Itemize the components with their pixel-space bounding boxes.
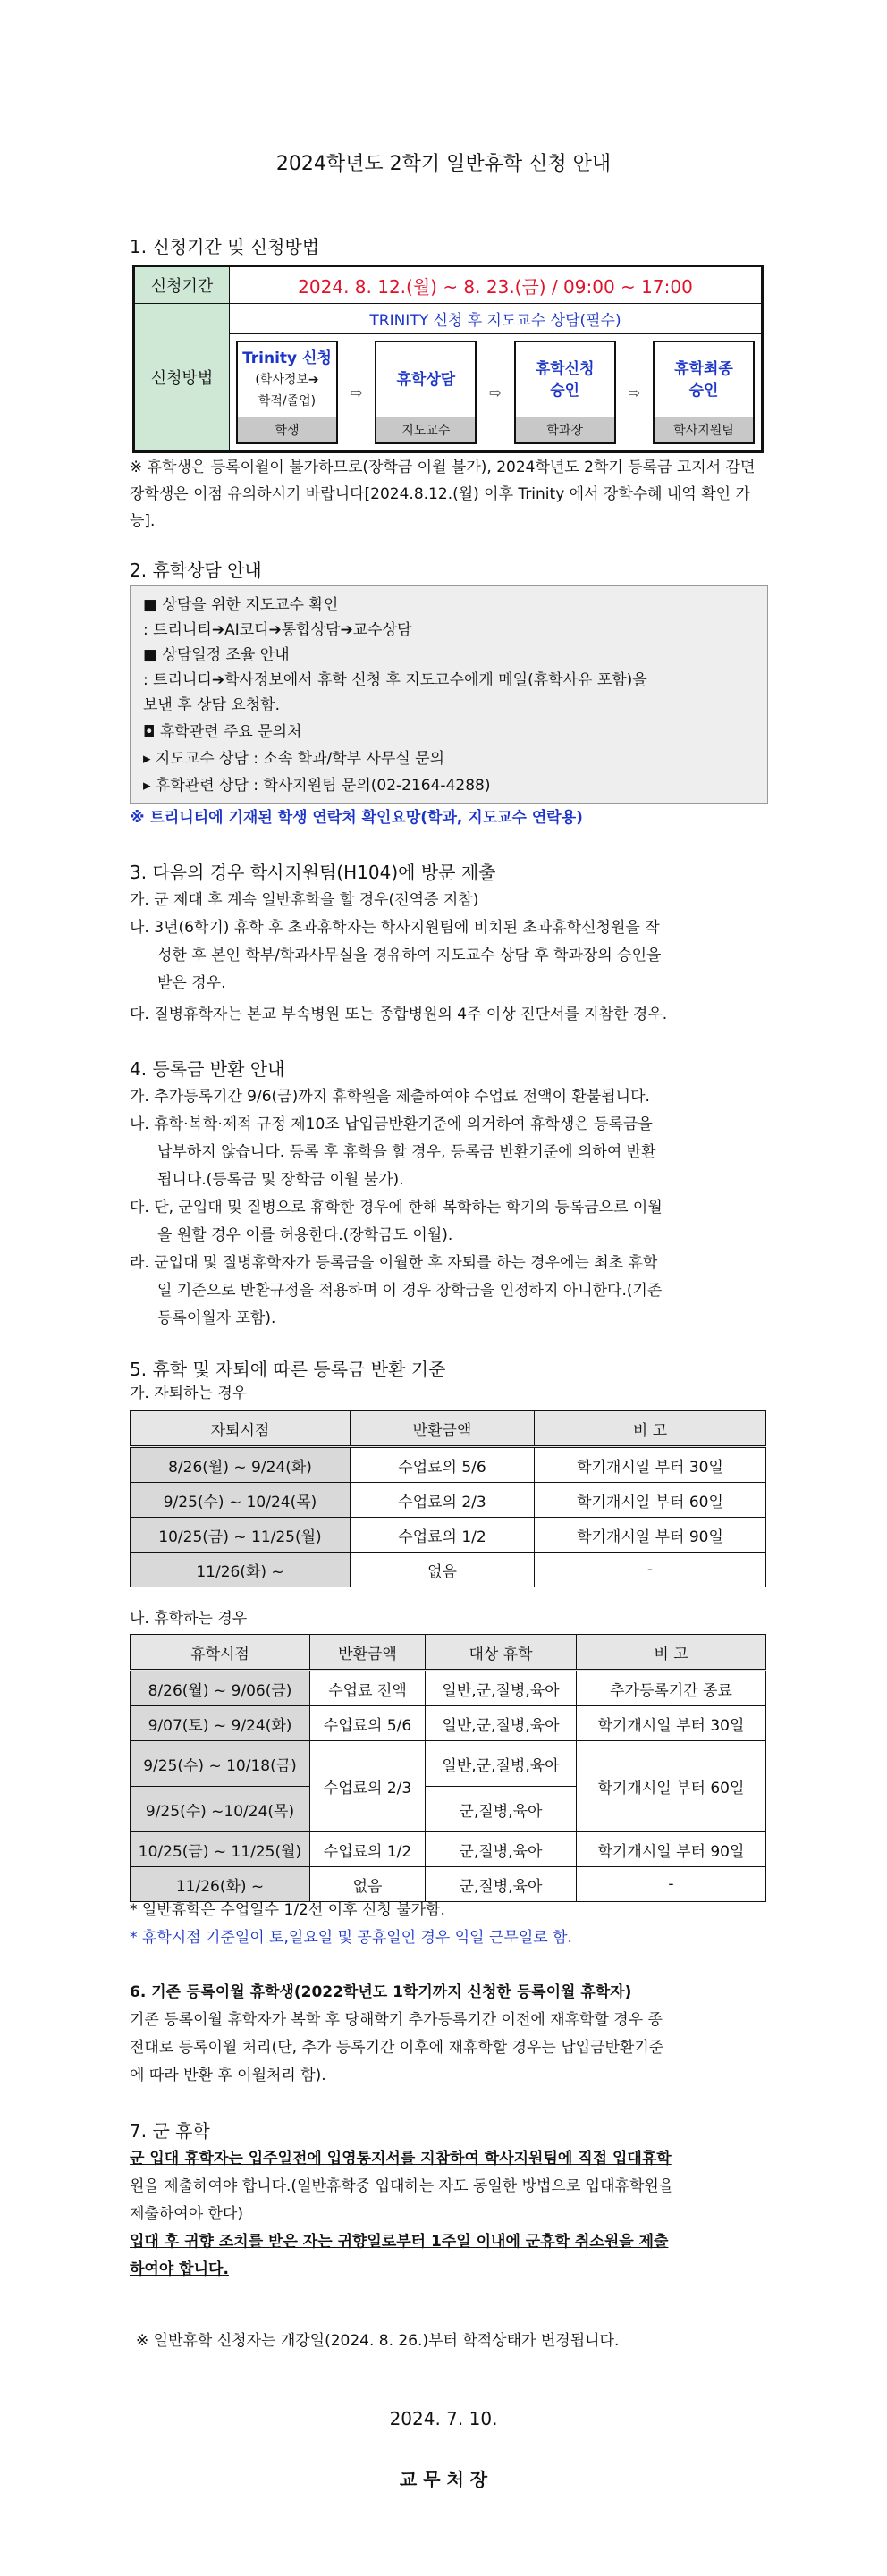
cell: 9/07(토) ~ 9/24(화) xyxy=(131,1706,310,1741)
consult-item: ◘ 휴학관련 주요 문의처 xyxy=(143,723,302,741)
cell: 10/25(금) ~ 11/25(월) xyxy=(131,1518,351,1553)
cell: 학기개시일 부터 60일 xyxy=(535,1483,766,1518)
section-1-note: ※ 휴학생은 등록이월이 불가하므로(장학금 이월 불가), 2024학년도 2학기 등록금 고지서 감면 장학생은 이점 유의하시기 바랍니다[2024.8.12.(월) 이후 Trinity 에서 장학수혜 내역 확인 가능]. xyxy=(130,459,756,530)
arrow-right-icon: ⇨ xyxy=(628,383,641,401)
s7-line: 제출하여야 한다) xyxy=(130,2205,243,2223)
s6-line: 기존 등록이월 휴학자가 복학 후 당해학기 추가등록기간 이전에 재휴학할 경우 종 xyxy=(130,2011,663,2029)
s6-line: 에 따라 반환 후 이월처리 함). xyxy=(130,2067,326,2084)
cell: 일반,군,질병,육아 xyxy=(426,1671,577,1706)
step-consult xyxy=(375,341,477,444)
period-label: 신청기간 xyxy=(134,266,230,304)
step-final xyxy=(653,341,755,444)
step-trinity xyxy=(236,341,338,444)
section-2-note: ※ 트리니티에 기재된 학생 연락처 확인요망(학과, 지도교수 연락용) xyxy=(130,809,583,827)
col-header: 반환금액 xyxy=(310,1635,426,1671)
arrow-right-icon: ⇨ xyxy=(489,383,502,401)
step-role: 학과장 xyxy=(516,417,614,442)
s5-sub-a: 가. 자퇴하는 경우 xyxy=(130,1385,248,1402)
col-header: 휴학시점 xyxy=(131,1635,310,1671)
consult-item: ▸ 지도교수 상담 : 소속 학과/학부 사무실 문의 xyxy=(143,750,444,768)
s5-note-1: * 일반휴학은 수업일수 1/2선 이후 신청 불가함. xyxy=(130,1901,445,1919)
cell: 없음 xyxy=(351,1553,535,1587)
s4-item-d: 라. 군입대 및 질병휴학자가 등록금을 이월한 후 자퇴를 하는 경우에는 최초 휴학 xyxy=(130,1254,658,1272)
application-table xyxy=(132,265,764,453)
s3-item-c: 다. 질병휴학자는 본교 부속병원 또는 종합병원의 4주 이상 진단서를 지참한 경우. xyxy=(130,1006,668,1023)
table-row xyxy=(131,1447,766,1483)
section-4-heading: 4. 등록금 반환 안내 xyxy=(130,1058,285,1080)
s4-item-b-cont: 됩니다.(등록금 및 장학금 이월 불가). xyxy=(157,1171,404,1189)
col-header: 비 고 xyxy=(535,1411,766,1447)
method-label: 신청방법 xyxy=(134,304,230,452)
step-sub: 학적/졸업) xyxy=(258,393,317,408)
section-5-heading: 5. 휴학 및 자퇴에 따른 등록금 반환 기준 xyxy=(130,1359,446,1380)
step-sub: 승인 xyxy=(550,381,580,400)
table-row xyxy=(131,1518,766,1553)
leave-refund-table xyxy=(130,1634,766,1902)
period-value: 2024. 8. 12.(월) ~ 8. 23.(금) / 09:00 ~ 17:00 xyxy=(230,266,763,304)
arrow-right-icon: ⇨ xyxy=(350,383,363,401)
cell: 학기개시일 부터 30일 xyxy=(535,1447,766,1483)
cell: 일반,군,질병,육아 xyxy=(426,1741,577,1787)
s7-line: 군 입대 휴학자는 입주일전에 입영통지서를 지참하여 학사지원팀에 직접 입대휴학 xyxy=(130,2150,672,2168)
table-row xyxy=(131,1706,766,1741)
cell: 10/25(금) ~ 11/25(월) xyxy=(131,1832,310,1867)
step-title: Trinity 신청 xyxy=(242,349,332,367)
cell: 추가등록기간 종료 xyxy=(577,1671,766,1706)
consult-item: : 트리니티➔AI코디➔통합상담➔교수상담 xyxy=(143,621,412,639)
withdrawal-refund-table xyxy=(130,1410,766,1587)
table-row xyxy=(131,1832,766,1867)
section-7-heading: 7. 군 휴학 xyxy=(130,2120,210,2142)
cell: 군,질병,육아 xyxy=(426,1787,577,1832)
s4-item-c-cont: 을 원할 경우 이를 허용한다.(장학금도 이월). xyxy=(157,1226,453,1244)
step-role: 학생 xyxy=(238,417,336,442)
section-6-heading: 6. 기존 등록이월 휴학생(2022학년도 1학기까지 신청한 등록이월 휴학자) xyxy=(130,1983,632,2001)
col-header: 비 고 xyxy=(577,1635,766,1671)
col-header: 반환금액 xyxy=(351,1411,535,1447)
cell: 9/25(수) ~10/24(목) xyxy=(131,1787,310,1832)
cell: 수업료의 2/3 xyxy=(351,1483,535,1518)
cell: 수업료의 1/2 xyxy=(351,1518,535,1553)
cell: 수업료 전액 xyxy=(310,1671,426,1706)
table-row xyxy=(131,1741,766,1787)
issuer: 교 무 처 장 xyxy=(399,2469,488,2490)
cell: 수업료의 1/2 xyxy=(310,1832,426,1867)
cell: 11/26(화) ~ xyxy=(131,1867,310,1902)
col-header: 자퇴시점 xyxy=(131,1411,351,1447)
s5-note-2: * 휴학시점 기준일이 토,일요일 및 공휴일인 경우 익일 근무일로 함. xyxy=(130,1929,572,1947)
step-sub: (학사정보➔ xyxy=(255,372,319,387)
section-1-heading: 1. 신청기간 및 신청방법 xyxy=(130,236,320,257)
consult-box xyxy=(130,585,768,804)
s4-item-b: 나. 휴학·복학·제적 규정 제10조 납입금반환기준에 의거하여 휴학생은 등록금을 xyxy=(130,1115,653,1133)
section-3-heading: 3. 다음의 경우 학사지원팀(H104)에 방문 제출 xyxy=(130,862,496,883)
step-title: 휴학상담 xyxy=(396,370,456,389)
cell: 수업료의 2/3 xyxy=(310,1741,426,1832)
consult-item: ■ 상담을 위한 지도교수 확인 xyxy=(143,596,339,614)
cell: 수업료의 5/6 xyxy=(310,1706,426,1741)
s7-line: 입대 후 귀향 조치를 받은 자는 귀향일로부터 1주일 이내에 군휴학 취소원을 제출 xyxy=(130,2233,669,2251)
step-sub: 승인 xyxy=(688,381,719,400)
s6-line: 전대로 등록이월 처리(단, 추가 등록기간 이후에 재휴학할 경우는 납입금반환기준 xyxy=(130,2039,664,2057)
s4-item-b-cont: 납부하지 않습니다. 등록 후 휴학을 할 경우, 등록금 반환기준에 의하여 반환 xyxy=(157,1143,656,1161)
step-title: 휴학최종 xyxy=(674,359,733,378)
s3-item-a: 가. 군 제대 후 계속 일반휴학을 할 경우(전역증 지참) xyxy=(130,891,479,909)
step-approve xyxy=(514,341,616,444)
s7-line: 원을 제출하여야 합니다.(일반휴학중 입대하는 자도 동일한 방법으로 입대휴학원을 xyxy=(130,2177,674,2195)
consult-item: 보낸 후 상담 요청함. xyxy=(143,696,280,714)
consult-item: ▸ 휴학관련 상담 : 학사지원팀 문의(02-2164-4288) xyxy=(143,777,491,795)
s3-item-b: 나. 3년(6학기) 휴학 후 초과휴학자는 학사지원팀에 비치된 초과휴학신청원을 작 xyxy=(130,919,660,937)
cell: 학기개시일 부터 30일 xyxy=(577,1706,766,1741)
table-row xyxy=(131,1671,766,1706)
cell: 학기개시일 부터 90일 xyxy=(577,1832,766,1867)
method-header: TRINITY 신청 후 지도교수 상담(필수) xyxy=(230,304,763,334)
step-role: 지도교수 xyxy=(376,417,475,442)
page-title: 2024학년도 2학기 일반휴학 신청 안내 xyxy=(275,153,612,175)
consult-item: : 트리니티➔학사정보에서 휴학 신청 후 지도교수에게 메일(휴학사유 포함)을 xyxy=(143,671,647,689)
s4-item-d-cont: 일 기준으로 반환규정을 적용하며 이 경우 장학금을 인정하지 아니한다.(기존 xyxy=(157,1282,663,1300)
cell: - xyxy=(535,1553,766,1587)
cell: 군,질병,육아 xyxy=(426,1867,577,1902)
cell: 수업료의 5/6 xyxy=(351,1447,535,1483)
col-header: 대상 휴학 xyxy=(426,1635,577,1671)
cell: 학기개시일 부터 90일 xyxy=(535,1518,766,1553)
cell: - xyxy=(577,1867,766,1902)
footnote: ※ 일반휴학 신청자는 개강일(2024. 8. 26.)부터 학적상태가 변경됩니다. xyxy=(136,2332,620,2350)
cell: 8/26(월) ~ 9/06(금) xyxy=(131,1671,310,1706)
cell: 없음 xyxy=(310,1867,426,1902)
cell: 일반,군,질병,육아 xyxy=(426,1706,577,1741)
section-2-heading: 2. 휴학상담 안내 xyxy=(130,560,262,581)
table-row xyxy=(131,1483,766,1518)
s3-item-b-cont: 성한 후 본인 학부/학과사무실을 경유하여 지도교수 상담 후 학과장의 승인을 xyxy=(157,947,662,964)
cell: 군,질병,육아 xyxy=(426,1832,577,1867)
s4-item-d-cont: 등록이월자 포함). xyxy=(157,1309,276,1327)
s3-item-b-cont: 받은 경우. xyxy=(157,974,226,992)
table-row xyxy=(131,1553,766,1587)
cell: 11/26(화) ~ xyxy=(131,1553,351,1587)
s5-sub-b: 나. 휴학하는 경우 xyxy=(130,1610,248,1628)
cell: 학기개시일 부터 60일 xyxy=(577,1741,766,1832)
issue-date: 2024. 7. 10. xyxy=(389,2408,498,2429)
process-flow xyxy=(230,334,761,450)
consult-item: ■ 상담일정 조율 안내 xyxy=(143,646,290,664)
cell: 8/26(월) ~ 9/24(화) xyxy=(131,1447,351,1483)
step-role: 학사지원팀 xyxy=(655,417,753,442)
s7-line: 하여야 합니다. xyxy=(130,2260,229,2278)
s4-item-a: 가. 추가등록기간 9/6(금)까지 휴학원을 제출하여야 수업료 전액이 환불됩니다. xyxy=(130,1088,650,1106)
cell: 9/25(수) ~ 10/24(목) xyxy=(131,1483,351,1518)
cell: 9/25(수) ~ 10/18(금) xyxy=(131,1741,310,1787)
step-title: 휴학신청 xyxy=(535,359,595,378)
s4-item-c: 다. 단, 군입대 및 질병으로 휴학한 경우에 한해 복학하는 학기의 등록금으로 이월 xyxy=(130,1199,663,1216)
